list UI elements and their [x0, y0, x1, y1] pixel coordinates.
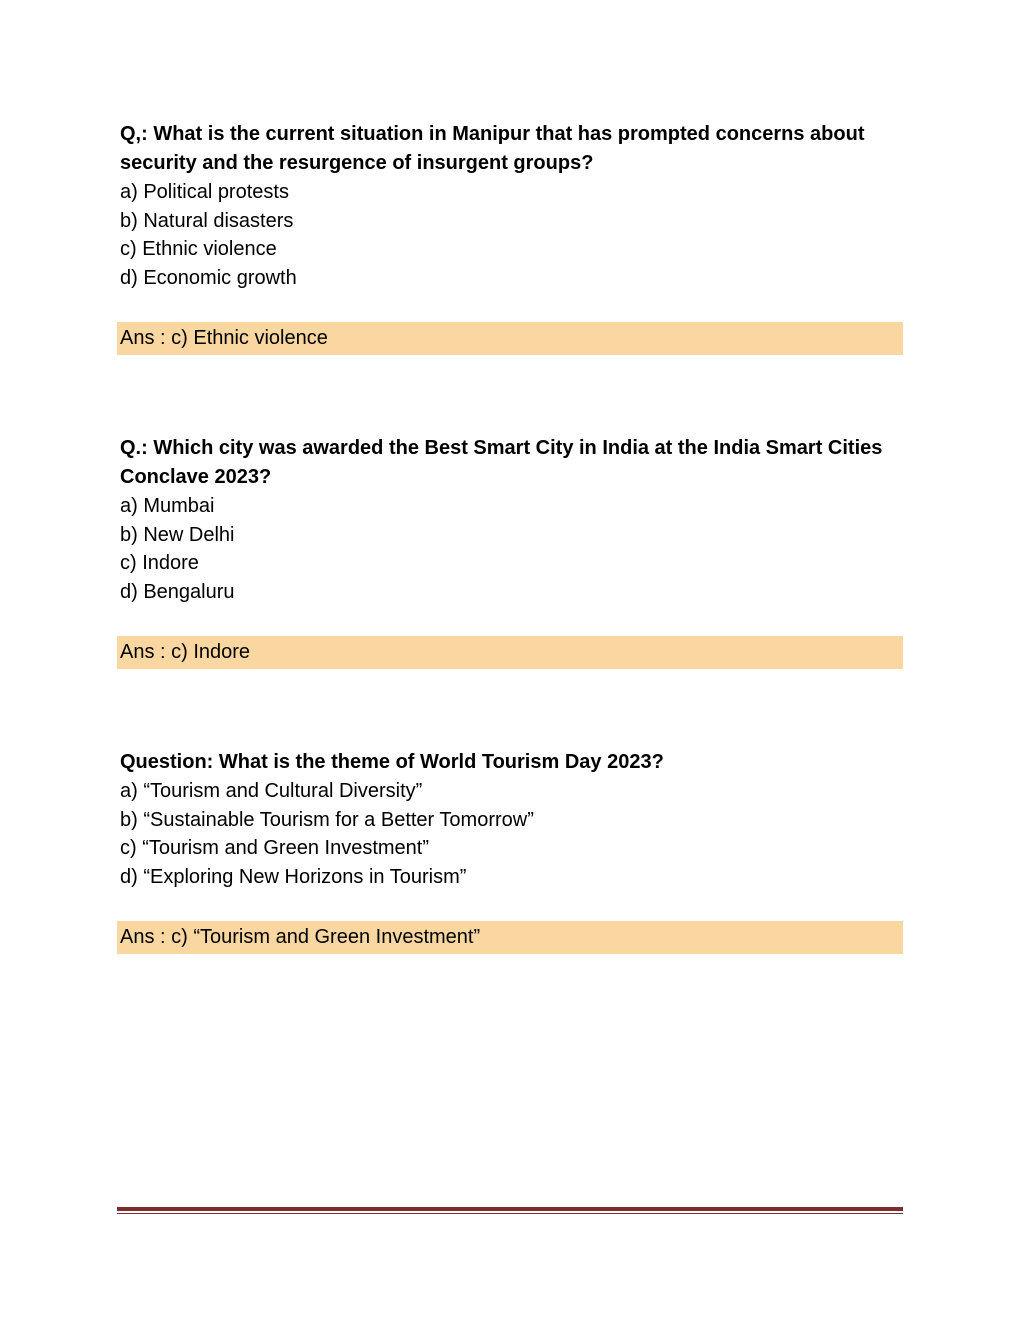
option-b: b) New Delhi	[120, 523, 235, 546]
answer-highlight-3: Ans : c) “Tourism and Green Investment”	[117, 921, 903, 954]
option-a: a) Political protests	[120, 181, 289, 203]
option-c: c) Ethnic violence	[120, 238, 277, 260]
options-list	[120, 178, 910, 292]
question-text: Question: What is the theme of World Tourism Day 2023?	[120, 751, 664, 773]
option-d: d) Bengaluru	[120, 580, 235, 603]
option-d: d) “Exploring New Horizons in Tourism”	[120, 865, 467, 888]
question-text: Q,: What is the current situation in Manipur that has prompted concerns about security and the resurgence of insurgent groups?	[120, 123, 865, 174]
option-b: b) Natural disasters	[120, 209, 294, 232]
option-a: a) “Tourism and Cultural Diversity”	[120, 780, 423, 802]
option-d: d) Economic growth	[120, 266, 297, 289]
question-block-3	[120, 748, 910, 891]
options-list	[120, 777, 910, 891]
question-block-2	[120, 434, 910, 606]
footer-divider	[117, 1207, 903, 1215]
option-c: c) Indore	[120, 552, 199, 574]
footer-divider-thin-line	[117, 1213, 903, 1214]
answer-highlight-1: Ans : c) Ethnic violence	[117, 322, 903, 355]
footer-divider-thick-line	[117, 1207, 903, 1211]
answer-highlight-2: Ans : c) Indore	[117, 636, 903, 669]
question-text: Q.: Which city was awarded the Best Smart City in India at the India Smart Cities Conclave 2023?	[120, 437, 883, 488]
option-c: c) “Tourism and Green Investment”	[120, 837, 429, 859]
options-list	[120, 492, 910, 606]
option-a: a) Mumbai	[120, 495, 215, 517]
question-block-1	[120, 120, 910, 292]
option-b: b) “Sustainable Tourism for a Better Tomorrow”	[120, 808, 534, 831]
